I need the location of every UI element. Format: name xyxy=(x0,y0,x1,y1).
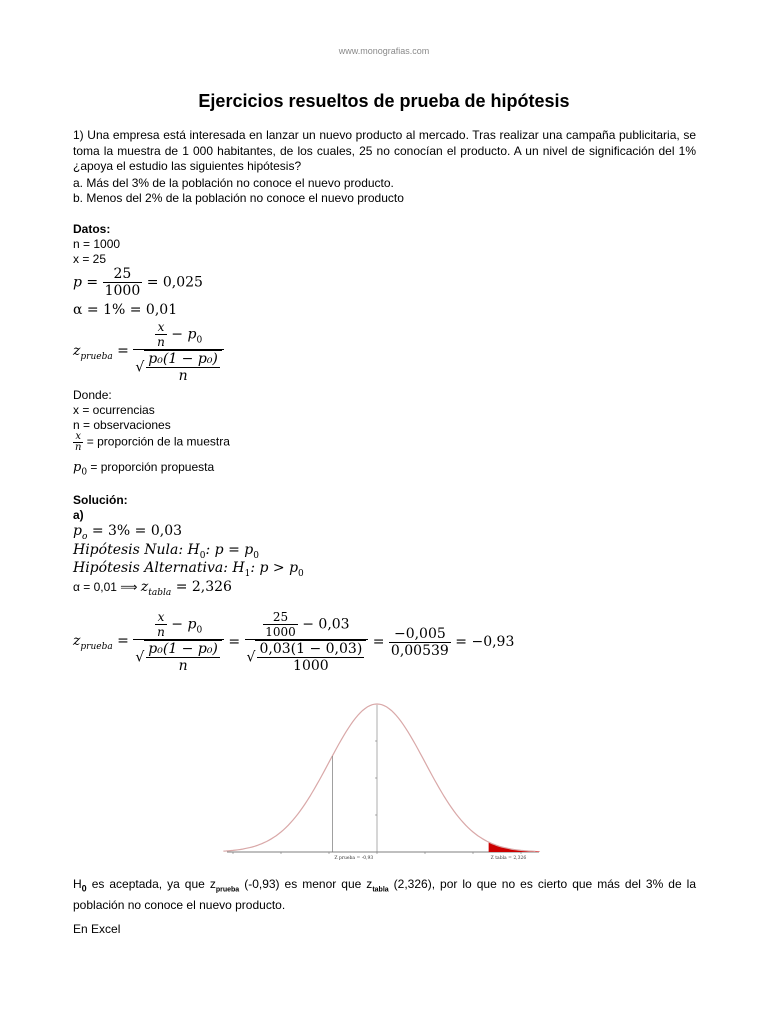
donde-proporcion-propuesta: $p_0$ = proporción propuesta xyxy=(73,460,215,478)
donde-proporcion-muestra: $\frac{x}{n}$ = proporción de la muestra xyxy=(75,431,230,453)
p-numerator: 25 xyxy=(103,266,143,283)
calc-result: = −0,93 xyxy=(455,634,515,650)
excel-label: En Excel xyxy=(73,922,121,936)
z-prueba-label: Z prueba = -0,93 xyxy=(334,856,374,861)
page-title: Ejercicios resueltos de prueba de hipótesis xyxy=(198,91,570,111)
x-over-n-fraction: $\frac{x}{n}$ xyxy=(75,431,82,453)
z-tabla-line: α = 0,01 ⟹ $z_{tabla} = 2,326$ xyxy=(73,579,232,598)
problem-statement xyxy=(73,128,696,175)
z-tabla-label: Z tabla = 2,326 xyxy=(490,856,527,861)
p-fraction xyxy=(103,266,143,299)
calc-fraction-2: $\frac{25}{1000}$ − 0,03 √ $\frac{0,03(1 - 0,03)}{1000}$ xyxy=(245,610,369,674)
donde-x: x = ocurrencias xyxy=(73,403,155,417)
option-a: a. Más del 3% de la población no conoce el nuevo producto. xyxy=(73,176,394,190)
alpha-formula: α = 1% = 0,01 xyxy=(73,302,178,318)
datos-x: x = 25 xyxy=(73,252,107,266)
normal-distribution-chart xyxy=(222,697,544,862)
conclusion xyxy=(73,877,696,913)
z-prueba-fraction xyxy=(133,320,224,384)
p-rhs: = 0,025 xyxy=(146,274,203,291)
datos-heading: Datos: xyxy=(73,222,111,236)
z-calculation: $z_{prueba}$ = $\frac{x}{n}$ − $p_0$ √ $\frac{\text{p₀(1 − p₀)}}{n}$ = $\frac{25}{1000}$ − 0,03 √ $\frac{0,03(1 - 0,03)}{1000}$ = $\frac{-0,005}{0,00539}$ = −0,93 xyxy=(73,610,515,674)
hipotesis-alternativa: Hipótesis Alternativa: $H_1$: $p > p_0$ xyxy=(73,560,304,579)
site-url[interactable]: www.monografias.com xyxy=(338,46,430,56)
solucion-heading: Solución: xyxy=(73,493,128,507)
calc-lhs: $z_{prueba}$ = xyxy=(73,632,129,652)
problem-text: 1) Una empresa está interesada en lanzar un nuevo producto al mercado. Tras realizar una campaña publicitaria, se toma la muestra de 1 000 habitantes, de los cuales, 25 no conocían el producto. A un nivel de significación del 1% ¿apoya el estudio las siguientes hipótesis? xyxy=(73,128,696,173)
p-denominator: 1000 xyxy=(104,283,141,299)
z-prueba-denominator: √ $\frac{\text{p₀(1 − p₀)}}{n}$ xyxy=(133,350,224,384)
p-lhs: p = xyxy=(73,274,99,291)
conclusion-text: $H_0$ es aceptada, ya que $z_{prueba}$ (-0,93) es menor que $z_{tabla}$ (2,326), por lo que no es cierto que más del 3% de la población no conoce el nuevo producto. xyxy=(73,877,696,912)
donde-n: n = observaciones xyxy=(73,418,171,432)
part-a-label: a) xyxy=(73,508,84,522)
chart-background xyxy=(222,697,544,862)
z-prueba-lhs: $z_{prueba}$ = xyxy=(73,342,129,362)
option-b: b. Menos del 2% de la población no conoce el nuevo producto xyxy=(73,191,404,205)
donde-heading: Donde: xyxy=(73,388,112,402)
datos-n: n = 1000 xyxy=(73,237,121,251)
hipotesis-nula: Hipótesis Nula: $H_0$: $p = p_0$ xyxy=(73,542,259,561)
z-prueba-numerator: $\frac{x}{n}$ − $p_0$ xyxy=(133,320,224,350)
p0-value: $p_o = 3\% = 0,03$ xyxy=(73,523,183,542)
calc-fraction-1: $\frac{x}{n}$ − $p_0$ √ $\frac{\text{p₀(1 − p₀)}}{n}$ xyxy=(133,610,224,674)
calc-fraction-3: $\frac{-0,005}{0,00539}$ xyxy=(390,625,449,659)
p-formula xyxy=(73,266,203,299)
z-prueba-formula xyxy=(73,320,224,384)
